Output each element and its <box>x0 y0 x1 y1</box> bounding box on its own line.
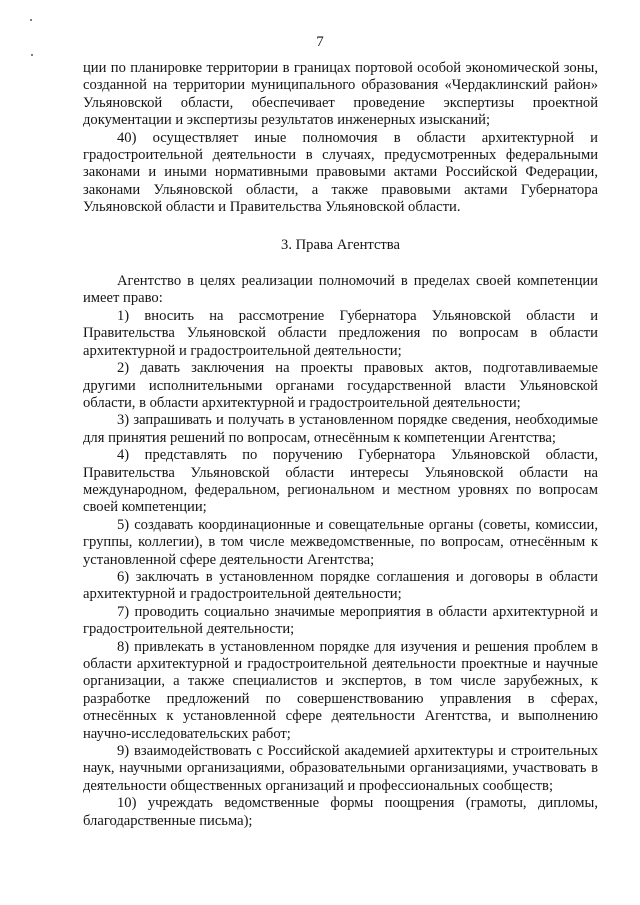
list-item: 6) заключать в установленном порядке соглашения и договоры в области архитектурной и градостроительной деятельности; <box>83 568 598 603</box>
list-item: 8) привлекать в установленном порядке для изучения и решения проблем в области архитектурной и градостроительной деятельности проектные и научные организации, а также специалистов и экспертов, в том числе зарубежных, к разработке предложений по совершенствованию управления в сферах, отнесённых к установленной сфере деятельности Агентства, и выполнению научно-исследовательских работ; <box>83 638 598 742</box>
page-number: 7 <box>316 34 324 50</box>
list-item: 7) проводить социально значимые мероприятия в области архитектурной и градостроительной деятельности; <box>83 603 598 638</box>
document-body <box>83 60 598 830</box>
list-item: 1) вносить на рассмотрение Губернатора Ульяновской области и Правительства Ульяновской области предложения по вопросам в области архитектурной и градостроительной деятельности; <box>83 307 598 359</box>
list-item: 5) создавать координационные и совещательные органы (советы, комиссии, группы, коллегии), в том числе межведомственные, по вопросам, отнесённым к установленной сфере деятельности Агентства; <box>83 516 598 568</box>
list-item: 40) осуществляет иные полномочия в области архитектурной и градостроительной деятельности в случаях, предусмотренных федеральными законами и иными нормативными правовыми актами Российской Федерации, законами Ульяновской области, а также правовыми актами Губернатора Ульяновской области и Правительства Ульяновской области. <box>83 129 598 216</box>
scan-speck <box>31 54 33 56</box>
list-item: 2) давать заключения на проекты правовых актов, подготавливаемые другими исполнительными органами государственной власти Ульяновской области, в области архитектурной и градостроительной деятельности; <box>83 360 598 411</box>
list-item: 10) учреждать ведомственные формы поощрения (грамоты, дипломы, благодарственные письма); <box>83 795 598 829</box>
list-item: 4) представлять по поручению Губернатора Ульяновской области, Правительства Ульяновской области интересы Ульяновской области на международном, федеральном, региональном и местном уровнях по вопросам своей компетенции; <box>83 447 598 516</box>
scan-speck <box>30 19 32 21</box>
list-item: 9) взаимодействовать с Российской академией архитектуры и строительных наук, научными организациями, образовательными организациями, участвовать в деятельности общественных организаций и профессиональных сообществ; <box>83 743 598 794</box>
list-item: 3) запрашивать и получать в установленном порядке сведения, необходимые для принятия решений по вопросам, отнесённым к компетенции Агентства; <box>83 412 598 446</box>
section-heading: 3. Права Агентства <box>281 236 400 253</box>
paragraph-continuation: ции по планировке территории в границах портовой особой экономической зоны, созданной на территории муниципального образования «Чердаклинский район» Ульяновской области, обеспечивает проведение экспертизы проектной документации и экспертизы результатов инженерных изысканий; <box>83 60 598 129</box>
section-intro: Агентство в целях реализации полномочий в пределах своей компетенции имеет право: <box>83 273 598 307</box>
